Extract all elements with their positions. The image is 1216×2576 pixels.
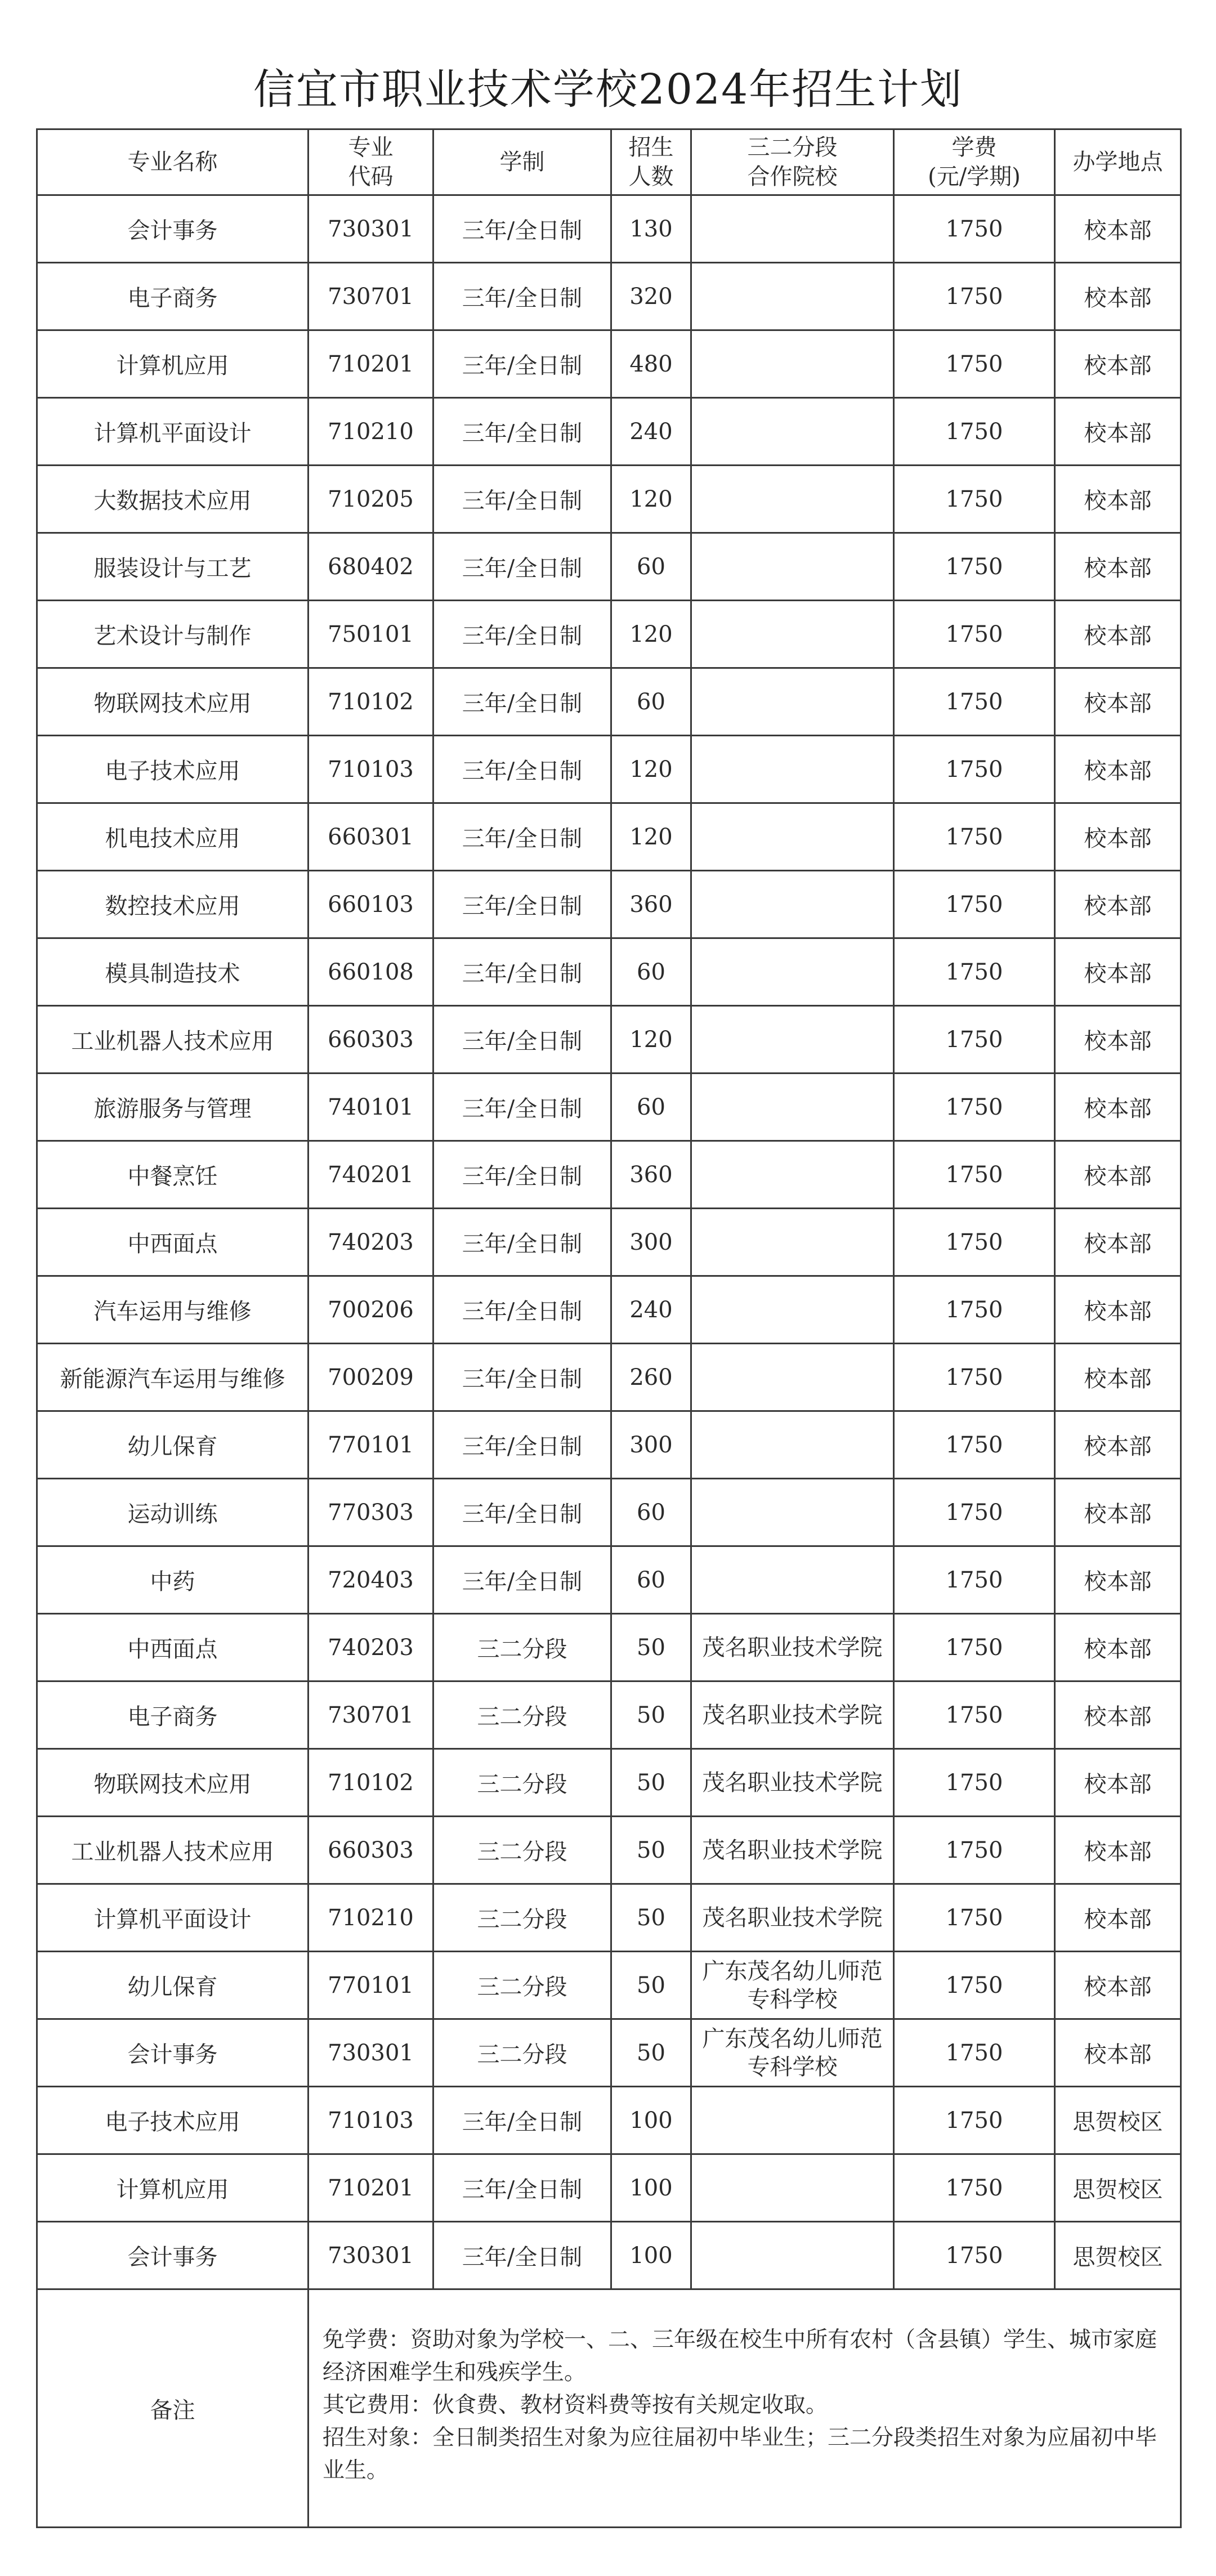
major-code-cell: 660103	[309, 871, 433, 938]
major-name-cell: 工业机器人技术应用	[37, 1006, 309, 1074]
major-name-cell: 幼儿保育	[37, 1411, 309, 1479]
tuition-cell: 1750	[894, 601, 1055, 668]
enrollment-plan-table	[36, 128, 1182, 2528]
study-system-cell: 三年/全日制	[433, 2154, 611, 2222]
major-code-cell: 700209	[309, 1344, 433, 1411]
tuition-cell: 1750	[894, 2154, 1055, 2222]
major-name-cell: 计算机应用	[37, 2154, 309, 2222]
major-code-cell: 660301	[309, 803, 433, 871]
study-system-cell: 三年/全日制	[433, 736, 611, 803]
major-code-cell: 710103	[309, 736, 433, 803]
location-cell: 校本部	[1055, 1411, 1181, 1479]
partner-college-cell	[691, 263, 894, 330]
enrollment-count-cell: 480	[611, 330, 691, 398]
remark-line-other-fees: 其它费用：伙食费、教材资料费等按有关规定收取。	[323, 2392, 828, 2418]
tuition-cell: 1750	[894, 1817, 1055, 1884]
study-system-cell: 三年/全日制	[433, 1546, 611, 1614]
tuition-cell: 1750	[894, 466, 1055, 533]
remarks-content	[309, 2289, 1181, 2528]
major-code-cell: 660303	[309, 1817, 433, 1884]
table-row	[37, 1074, 1181, 1141]
major-code-cell: 710102	[309, 1749, 433, 1817]
partner-college-cell	[691, 1546, 894, 1614]
location-cell: 校本部	[1055, 1006, 1181, 1074]
major-code-cell: 730701	[309, 263, 433, 330]
partner-college-cell	[691, 533, 894, 601]
study-system-cell: 三年/全日制	[433, 466, 611, 533]
study-system-cell: 三二分段	[433, 1614, 611, 1681]
location-cell: 校本部	[1055, 1614, 1181, 1681]
location-cell: 校本部	[1055, 736, 1181, 803]
table-row	[37, 1209, 1181, 1276]
header-major-code: 专业 代码	[309, 129, 433, 195]
partner-college-cell	[691, 2222, 894, 2289]
study-system-cell: 三年/全日制	[433, 263, 611, 330]
tuition-cell: 1750	[894, 2087, 1055, 2154]
enrollment-count-cell: 100	[611, 2222, 691, 2289]
major-code-cell: 770101	[309, 1411, 433, 1479]
major-name-cell: 计算机平面设计	[37, 398, 309, 466]
study-system-cell: 三年/全日制	[433, 195, 611, 263]
major-code-cell: 660303	[309, 1006, 433, 1074]
location-cell: 校本部	[1055, 1479, 1181, 1546]
study-system-cell: 三年/全日制	[433, 1209, 611, 1276]
partner-college-cell	[691, 1276, 894, 1344]
table-row	[37, 1884, 1181, 1952]
study-system-cell: 三年/全日制	[433, 533, 611, 601]
location-cell: 校本部	[1055, 1817, 1181, 1884]
tuition-cell: 1750	[894, 871, 1055, 938]
study-system-cell: 三二分段	[433, 1884, 611, 1952]
table-row	[37, 1141, 1181, 1209]
major-name-cell: 运动训练	[37, 1479, 309, 1546]
enrollment-count-cell: 240	[611, 1276, 691, 1344]
table-row	[37, 1479, 1181, 1546]
enrollment-count-cell: 100	[611, 2087, 691, 2154]
tuition-cell: 1750	[894, 1614, 1055, 1681]
major-name-cell: 机电技术应用	[37, 803, 309, 871]
partner-college-cell	[691, 2087, 894, 2154]
location-cell: 校本部	[1055, 398, 1181, 466]
tuition-cell: 1750	[894, 1411, 1055, 1479]
tuition-cell: 1750	[894, 1479, 1055, 1546]
major-name-cell: 计算机平面设计	[37, 1884, 309, 1952]
table-row	[37, 1411, 1181, 1479]
enrollment-count-cell: 360	[611, 871, 691, 938]
location-cell: 校本部	[1055, 803, 1181, 871]
enrollment-count-cell: 60	[611, 668, 691, 736]
study-system-cell: 三年/全日制	[433, 601, 611, 668]
table-row	[37, 736, 1181, 803]
major-code-cell: 770101	[309, 1952, 433, 2019]
table-row	[37, 1749, 1181, 1817]
major-name-cell: 中西面点	[37, 1209, 309, 1276]
partner-college-cell	[691, 466, 894, 533]
tuition-cell: 1750	[894, 263, 1055, 330]
location-cell: 校本部	[1055, 1681, 1181, 1749]
partner-college-cell	[691, 803, 894, 871]
major-code-cell: 660108	[309, 938, 433, 1006]
table-row	[37, 2087, 1181, 2154]
table-row	[37, 1006, 1181, 1074]
major-name-cell: 计算机应用	[37, 330, 309, 398]
table-row	[37, 601, 1181, 668]
table-row	[37, 2222, 1181, 2289]
enrollment-count-cell: 120	[611, 466, 691, 533]
major-code-cell: 710103	[309, 2087, 433, 2154]
tuition-cell: 1750	[894, 1141, 1055, 1209]
location-cell: 校本部	[1055, 601, 1181, 668]
major-code-cell: 740201	[309, 1141, 433, 1209]
study-system-cell: 三二分段	[433, 1749, 611, 1817]
location-cell: 校本部	[1055, 1074, 1181, 1141]
enrollment-count-cell: 60	[611, 938, 691, 1006]
table-header-row	[37, 129, 1181, 195]
study-system-cell: 三年/全日制	[433, 398, 611, 466]
enrollment-count-cell: 120	[611, 803, 691, 871]
table-body	[37, 195, 1181, 2289]
major-code-cell: 710201	[309, 2154, 433, 2222]
table-row	[37, 871, 1181, 938]
major-name-cell: 中餐烹饪	[37, 1141, 309, 1209]
location-cell: 思贺校区	[1055, 2154, 1181, 2222]
table-row	[37, 1546, 1181, 1614]
major-name-cell: 模具制造技术	[37, 938, 309, 1006]
header-enrollment-count: 招生 人数	[611, 129, 691, 195]
enrollment-count-cell: 320	[611, 263, 691, 330]
remark-line-admission-target: 招生对象：全日制类招生对象为应往届初中毕业生；三二分段类招生对象为应届初中毕业生。	[323, 2425, 1157, 2483]
study-system-cell: 三年/全日制	[433, 330, 611, 398]
header-major-name: 专业名称	[37, 129, 309, 195]
location-cell: 校本部	[1055, 1546, 1181, 1614]
tuition-cell: 1750	[894, 1006, 1055, 1074]
location-cell: 校本部	[1055, 1952, 1181, 2019]
enrollment-count-cell: 120	[611, 736, 691, 803]
remarks-label: 备注	[37, 2289, 309, 2528]
tuition-cell: 1750	[894, 1884, 1055, 1952]
partner-college-cell: 茂名职业技术学院	[691, 1817, 894, 1884]
partner-college-cell	[691, 1209, 894, 1276]
major-name-cell: 服装设计与工艺	[37, 533, 309, 601]
page-title: 信宜市职业技术学校2024年招生计划	[253, 65, 963, 114]
partner-college-cell	[691, 736, 894, 803]
major-name-cell: 会计事务	[37, 2019, 309, 2087]
location-cell: 校本部	[1055, 871, 1181, 938]
major-name-cell: 幼儿保育	[37, 1952, 309, 2019]
partner-college-cell	[691, 1141, 894, 1209]
tuition-cell: 1750	[894, 1749, 1055, 1817]
study-system-cell: 三二分段	[433, 2019, 611, 2087]
study-system-cell: 三二分段	[433, 1952, 611, 2019]
tuition-cell: 1750	[894, 398, 1055, 466]
partner-college-cell: 茂名职业技术学院	[691, 1884, 894, 1952]
major-code-cell: 720403	[309, 1546, 433, 1614]
table-row	[37, 1344, 1181, 1411]
partner-college-cell	[691, 2154, 894, 2222]
tuition-cell: 1750	[894, 803, 1055, 871]
major-name-cell: 工业机器人技术应用	[37, 1817, 309, 1884]
tuition-cell: 1750	[894, 1276, 1055, 1344]
table-row	[37, 1952, 1181, 2019]
study-system-cell: 三年/全日制	[433, 803, 611, 871]
study-system-cell: 三年/全日制	[433, 1006, 611, 1074]
tuition-cell: 1750	[894, 668, 1055, 736]
enrollment-count-cell: 300	[611, 1411, 691, 1479]
table-row	[37, 938, 1181, 1006]
study-system-cell: 三年/全日制	[433, 2222, 611, 2289]
major-code-cell: 700206	[309, 1276, 433, 1344]
partner-college-cell	[691, 668, 894, 736]
tuition-cell: 1750	[894, 1681, 1055, 1749]
location-cell: 校本部	[1055, 1276, 1181, 1344]
study-system-cell: 三年/全日制	[433, 1344, 611, 1411]
location-cell: 思贺校区	[1055, 2222, 1181, 2289]
partner-college-cell	[691, 871, 894, 938]
table-row	[37, 330, 1181, 398]
major-name-cell: 汽车运用与维修	[37, 1276, 309, 1344]
enrollment-count-cell: 50	[611, 2019, 691, 2087]
table-row	[37, 1276, 1181, 1344]
major-code-cell: 750101	[309, 601, 433, 668]
major-code-cell: 770303	[309, 1479, 433, 1546]
study-system-cell: 三年/全日制	[433, 668, 611, 736]
location-cell: 思贺校区	[1055, 2087, 1181, 2154]
major-code-cell: 740203	[309, 1209, 433, 1276]
location-cell: 校本部	[1055, 1749, 1181, 1817]
major-name-cell: 电子技术应用	[37, 736, 309, 803]
table-row	[37, 668, 1181, 736]
tuition-cell: 1750	[894, 1209, 1055, 1276]
enrollment-count-cell: 260	[611, 1344, 691, 1411]
major-name-cell: 艺术设计与制作	[37, 601, 309, 668]
major-name-cell: 会计事务	[37, 195, 309, 263]
enrollment-count-cell: 300	[611, 1209, 691, 1276]
table-row	[37, 263, 1181, 330]
major-code-cell: 730301	[309, 195, 433, 263]
location-cell: 校本部	[1055, 263, 1181, 330]
enrollment-count-cell: 120	[611, 1006, 691, 1074]
tuition-cell: 1750	[894, 2222, 1055, 2289]
major-code-cell: 680402	[309, 533, 433, 601]
enrollment-count-cell: 60	[611, 1074, 691, 1141]
table-row	[37, 2019, 1181, 2087]
location-cell: 校本部	[1055, 1344, 1181, 1411]
major-name-cell: 旅游服务与管理	[37, 1074, 309, 1141]
study-system-cell: 三年/全日制	[433, 1479, 611, 1546]
enrollment-count-cell: 50	[611, 1681, 691, 1749]
table-row	[37, 1614, 1181, 1681]
study-system-cell: 三年/全日制	[433, 1074, 611, 1141]
enrollment-count-cell: 60	[611, 533, 691, 601]
enrollment-count-cell: 50	[611, 1614, 691, 1681]
location-cell: 校本部	[1055, 1141, 1181, 1209]
partner-college-cell: 广东茂名幼儿师范专科学校	[691, 2019, 894, 2087]
enrollment-count-cell: 130	[611, 195, 691, 263]
study-system-cell: 三年/全日制	[433, 1276, 611, 1344]
enrollment-count-cell: 60	[611, 1546, 691, 1614]
tuition-cell: 1750	[894, 736, 1055, 803]
partner-college-cell	[691, 1006, 894, 1074]
partner-college-cell	[691, 1411, 894, 1479]
table-row	[37, 195, 1181, 263]
location-cell: 校本部	[1055, 466, 1181, 533]
header-study-system: 学制	[433, 129, 611, 195]
major-code-cell: 730701	[309, 1681, 433, 1749]
study-system-cell: 三年/全日制	[433, 1411, 611, 1479]
enrollment-count-cell: 50	[611, 1884, 691, 1952]
major-code-cell: 710201	[309, 330, 433, 398]
tuition-cell: 1750	[894, 1952, 1055, 2019]
enrollment-count-cell: 50	[611, 1749, 691, 1817]
location-cell: 校本部	[1055, 668, 1181, 736]
major-code-cell: 730301	[309, 2222, 433, 2289]
study-system-cell: 三年/全日制	[433, 2087, 611, 2154]
major-name-cell: 物联网技术应用	[37, 1749, 309, 1817]
enrollment-count-cell: 60	[611, 1479, 691, 1546]
enrollment-count-cell: 360	[611, 1141, 691, 1209]
tuition-cell: 1750	[894, 2019, 1055, 2087]
table-row	[37, 1817, 1181, 1884]
partner-college-cell	[691, 330, 894, 398]
header-partner-college: 三二分段 合作院校	[691, 129, 894, 195]
study-system-cell: 三年/全日制	[433, 1141, 611, 1209]
major-name-cell: 中药	[37, 1546, 309, 1614]
tuition-cell: 1750	[894, 195, 1055, 263]
location-cell: 校本部	[1055, 2019, 1181, 2087]
major-code-cell: 710205	[309, 466, 433, 533]
enrollment-count-cell: 100	[611, 2154, 691, 2222]
enrollment-count-cell: 240	[611, 398, 691, 466]
location-cell: 校本部	[1055, 1209, 1181, 1276]
partner-college-cell	[691, 1344, 894, 1411]
location-cell: 校本部	[1055, 1884, 1181, 1952]
tuition-cell: 1750	[894, 533, 1055, 601]
major-code-cell: 710210	[309, 1884, 433, 1952]
partner-college-cell	[691, 938, 894, 1006]
partner-college-cell: 广东茂名幼儿师范专科学校	[691, 1952, 894, 2019]
tuition-cell: 1750	[894, 938, 1055, 1006]
major-code-cell: 730301	[309, 2019, 433, 2087]
table-row	[37, 803, 1181, 871]
tuition-cell: 1750	[894, 1546, 1055, 1614]
major-name-cell: 会计事务	[37, 2222, 309, 2289]
table-row	[37, 1681, 1181, 1749]
location-cell: 校本部	[1055, 330, 1181, 398]
major-name-cell: 数控技术应用	[37, 871, 309, 938]
study-system-cell: 三年/全日制	[433, 938, 611, 1006]
table-row	[37, 2154, 1181, 2222]
remark-line-tuition-exemption: 免学费：资助对象为学校一、二、三年级在校生中所有农村（含县镇）学生、城市家庭经济困难学生和残疾学生。	[323, 2327, 1157, 2385]
partner-college-cell	[691, 1479, 894, 1546]
remarks-row	[37, 2289, 1181, 2528]
study-system-cell: 三二分段	[433, 1817, 611, 1884]
location-cell: 校本部	[1055, 938, 1181, 1006]
partner-college-cell: 茂名职业技术学院	[691, 1614, 894, 1681]
tuition-cell: 1750	[894, 330, 1055, 398]
header-location: 办学地点	[1055, 129, 1181, 195]
major-code-cell: 710102	[309, 668, 433, 736]
tuition-cell: 1750	[894, 1344, 1055, 1411]
major-name-cell: 中西面点	[37, 1614, 309, 1681]
major-name-cell: 大数据技术应用	[37, 466, 309, 533]
enrollment-count-cell: 50	[611, 1952, 691, 2019]
partner-college-cell: 茂名职业技术学院	[691, 1681, 894, 1749]
enrollment-count-cell: 120	[611, 601, 691, 668]
table-row	[37, 533, 1181, 601]
tuition-cell: 1750	[894, 1074, 1055, 1141]
major-name-cell: 电子商务	[37, 263, 309, 330]
partner-college-cell	[691, 195, 894, 263]
study-system-cell: 三二分段	[433, 1681, 611, 1749]
partner-college-cell	[691, 601, 894, 668]
major-code-cell: 740101	[309, 1074, 433, 1141]
table-row	[37, 466, 1181, 533]
major-name-cell: 电子商务	[37, 1681, 309, 1749]
location-cell: 校本部	[1055, 195, 1181, 263]
major-code-cell: 740203	[309, 1614, 433, 1681]
location-cell: 校本部	[1055, 533, 1181, 601]
partner-college-cell: 茂名职业技术学院	[691, 1749, 894, 1817]
major-code-cell: 710210	[309, 398, 433, 466]
table-row	[37, 398, 1181, 466]
partner-college-cell	[691, 398, 894, 466]
major-name-cell: 新能源汽车运用与维修	[37, 1344, 309, 1411]
major-name-cell: 物联网技术应用	[37, 668, 309, 736]
enrollment-count-cell: 50	[611, 1817, 691, 1884]
major-name-cell: 电子技术应用	[37, 2087, 309, 2154]
header-tuition: 学费 (元/学期)	[894, 129, 1055, 195]
study-system-cell: 三年/全日制	[433, 871, 611, 938]
partner-college-cell	[691, 1074, 894, 1141]
